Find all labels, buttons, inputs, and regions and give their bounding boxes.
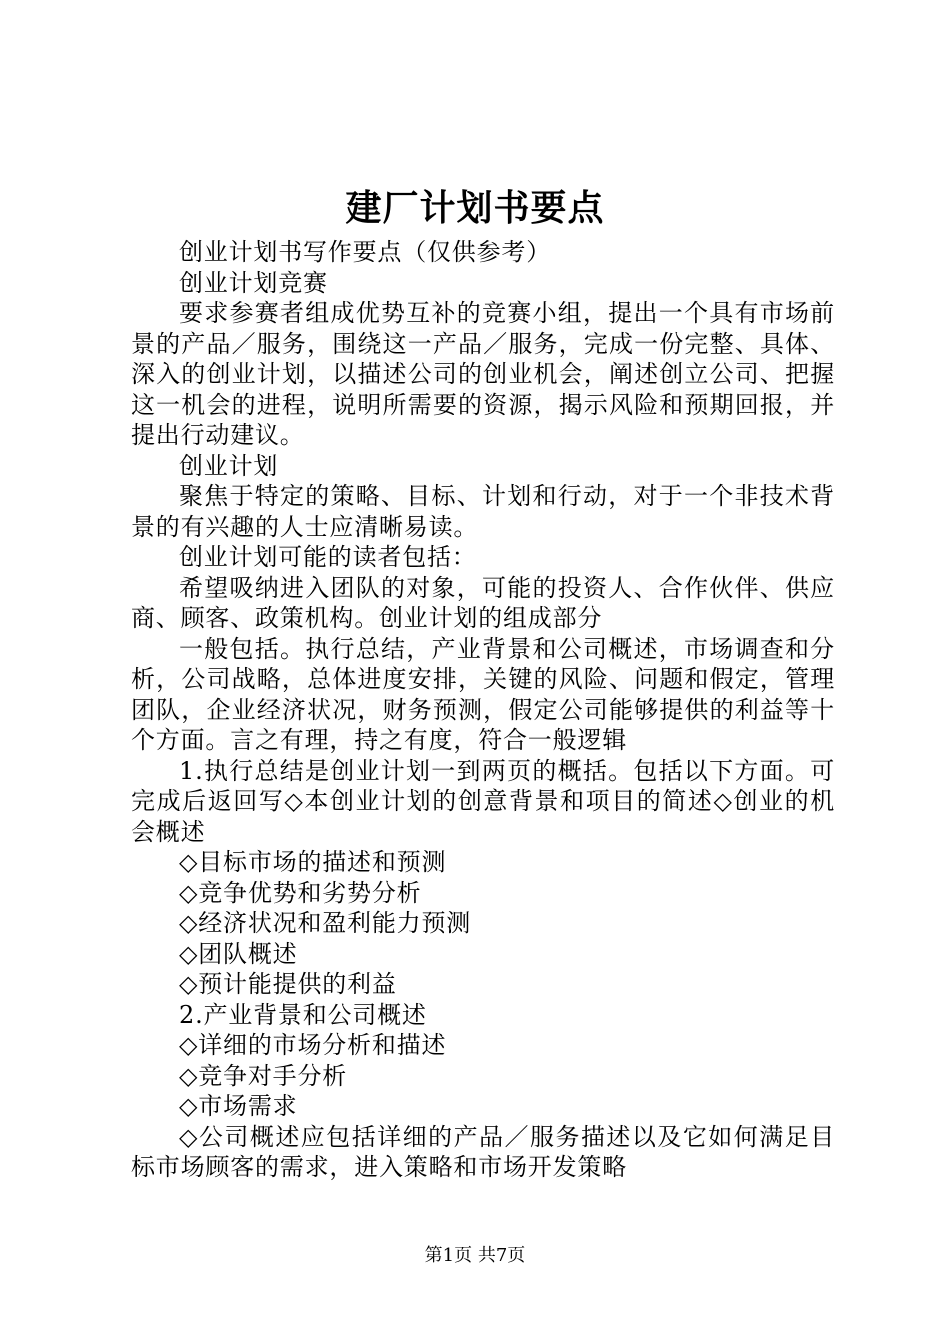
- list-item: ◇竞争优势和劣势分析: [179, 878, 422, 907]
- paragraph: 创业计划书写作要点（仅供参考）: [179, 238, 551, 266]
- paragraph: 创业计划可能的读者包括：: [179, 543, 477, 571]
- list-item: ◇预计能提供的利益: [179, 970, 397, 998]
- paragraph: 希望吸纳进入团队的对象，可能的投资人、合作伙伴、供应商、顾客、政策机构。创业计划的组成部分: [131, 573, 835, 632]
- list-item: ◇经济状况和盈利能力预测: [179, 909, 472, 937]
- list-item: ◇团队概述: [179, 939, 298, 968]
- list-item: ◇目标市场的描述和预测: [179, 848, 447, 876]
- paragraph: 要求参赛者组成优势互补的竞赛小组，提出一个具有市场前景的产品／服务，围绕这一产品／服务，完成一份完整、具体、深入的创业计划，以描述公司的创业机会，阐述创立公司、把握这一机会的进程，说明所需要的资源，揭示风险和预期回报，并提出行动建议。: [131, 299, 835, 449]
- section-heading: 2.产业背景和公司概述: [179, 1000, 427, 1029]
- document-title: 建厂计划书要点: [345, 187, 605, 229]
- list-item: ◇详细的市场分析和描述: [179, 1031, 447, 1059]
- paragraph: 创业计划竞赛: [179, 268, 328, 297]
- list-item: ◇市场需求: [179, 1092, 298, 1120]
- list-item: ◇竞争对手分析: [179, 1061, 348, 1090]
- paragraph: 一般包括。执行总结，产业背景和公司概述，市场调查和分析，公司战略，总体进度安排，关键的风险、问题和假定，管理团队，企业经济状况，财务预测，假定公司能够提供的利益等十个方面。言之有理，持之有度，符合一般逻辑: [131, 634, 835, 754]
- paragraph: 聚焦于特定的策略、目标、计划和行动，对于一个非技术背景的有兴趣的人士应清晰易读。: [131, 482, 835, 541]
- page-footer: 第1页 共7页: [424, 1245, 526, 1266]
- document-body: [131, 237, 835, 1183]
- paragraph: 1.执行总结是创业计划一到两页的概括。包括以下方面。可完成后返回写◇本创业计划的创意背景和项目的简述◇创业的机会概述: [131, 756, 835, 846]
- list-item: ◇公司概述应包括详细的产品／服务描述以及它如何满足目标市场顾客的需求，进入策略和市场开发策略: [131, 1122, 835, 1181]
- paragraph: 创业计划: [179, 451, 279, 480]
